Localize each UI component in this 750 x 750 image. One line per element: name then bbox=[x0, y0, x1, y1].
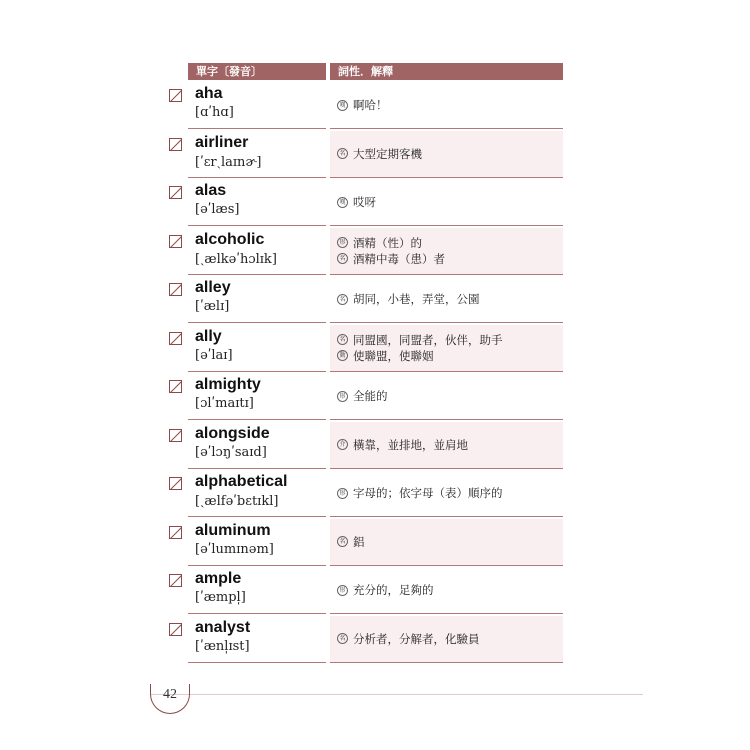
part-of-speech-badge: 形 bbox=[337, 237, 348, 248]
table-row bbox=[160, 567, 563, 616]
headword: alphabetical bbox=[195, 473, 288, 490]
entry-list bbox=[160, 82, 563, 664]
pronunciation: [ɑʹhɑ] bbox=[195, 105, 234, 120]
headword: alley bbox=[195, 279, 231, 296]
table-header bbox=[188, 63, 563, 80]
checkbox-icon[interactable] bbox=[169, 429, 182, 442]
part-of-speech-badge: 名 bbox=[337, 536, 348, 547]
definition-cell bbox=[330, 325, 563, 372]
part-of-speech-badge: 嘆 bbox=[337, 100, 348, 111]
table-row bbox=[160, 325, 563, 374]
definition-cell bbox=[330, 276, 563, 323]
part-of-speech-badge: 名 bbox=[337, 148, 348, 159]
pronunciation: [ɔlʹmaɪtɪ] bbox=[195, 396, 254, 411]
checkbox-icon[interactable] bbox=[169, 623, 182, 636]
word-cell bbox=[188, 325, 326, 372]
definition-text: 字母的；依字母（表）順序的 bbox=[353, 486, 503, 500]
part-of-speech-badge: 形 bbox=[337, 391, 348, 402]
checkbox-icon[interactable] bbox=[169, 477, 182, 490]
part-of-speech-badge: 名 bbox=[337, 633, 348, 644]
headword: aha bbox=[195, 85, 223, 102]
pronunciation: [əʹlæs] bbox=[195, 202, 240, 217]
checkbox-icon[interactable] bbox=[169, 283, 182, 296]
part-of-speech-badge: 動 bbox=[337, 350, 348, 361]
definition-text: 大型定期客機 bbox=[353, 146, 422, 161]
word-cell bbox=[188, 131, 326, 178]
part-of-speech-badge: 形 bbox=[337, 585, 348, 596]
definition-cell bbox=[330, 179, 563, 226]
definition-cell bbox=[330, 470, 563, 517]
word-cell bbox=[188, 82, 326, 129]
definition-line bbox=[337, 291, 563, 307]
definition-text: 酒精中毒（患）者 bbox=[353, 251, 445, 266]
part-of-speech-badge: 嘆 bbox=[337, 197, 348, 208]
table-row bbox=[160, 131, 563, 180]
checkbox-icon[interactable] bbox=[169, 186, 182, 199]
definition-line bbox=[337, 582, 563, 598]
pronunciation: [əʹlumɪnəm] bbox=[195, 541, 274, 557]
pronunciation: [əʹlaɪ] bbox=[195, 347, 233, 363]
headword: alas bbox=[195, 182, 227, 199]
definition-line bbox=[337, 631, 563, 647]
table-row bbox=[160, 276, 563, 325]
definition-text: 全能的 bbox=[353, 389, 388, 403]
footer-divider bbox=[150, 694, 643, 695]
pronunciation: [ʹænl̩ɪst] bbox=[195, 638, 250, 654]
word-cell bbox=[188, 373, 326, 420]
table-row bbox=[160, 519, 563, 568]
headword: almighty bbox=[195, 376, 261, 393]
word-cell bbox=[188, 179, 326, 226]
table-row bbox=[160, 373, 563, 422]
headword: alcoholic bbox=[195, 230, 265, 248]
table-row bbox=[160, 179, 563, 228]
definition-cell bbox=[330, 228, 563, 275]
definition-line bbox=[337, 235, 563, 251]
page-number-badge bbox=[150, 684, 190, 716]
pronunciation: [ˏælkəʹhɔlɪk] bbox=[195, 251, 277, 267]
definition-cell bbox=[330, 616, 563, 663]
definition-line bbox=[337, 534, 563, 550]
table-row bbox=[160, 82, 563, 131]
definition-line bbox=[337, 348, 563, 364]
checkbox-icon[interactable] bbox=[169, 138, 182, 151]
table-row bbox=[160, 616, 563, 665]
part-of-speech-badge: 名 bbox=[337, 294, 348, 305]
definition-line bbox=[337, 251, 563, 267]
pronunciation: [ʹælɪ] bbox=[195, 299, 230, 314]
definition-text: 充分的，足夠的 bbox=[353, 583, 434, 597]
checkbox-icon[interactable] bbox=[169, 89, 182, 102]
word-cell bbox=[188, 519, 326, 566]
definition-text: 胡同，小巷，弄堂，公園 bbox=[353, 292, 480, 306]
word-cell bbox=[188, 422, 326, 469]
word-cell bbox=[188, 616, 326, 663]
checkbox-icon[interactable] bbox=[169, 332, 182, 345]
word-cell bbox=[188, 567, 326, 614]
definition-line bbox=[337, 97, 563, 113]
definition-text: 鋁 bbox=[353, 534, 365, 549]
pronunciation: [ʹɛrˏlaɪnɚ] bbox=[195, 154, 262, 170]
checkbox-icon[interactable] bbox=[169, 526, 182, 539]
headword: analyst bbox=[195, 618, 251, 636]
definition-text: 同盟國，同盟者，伙伴，助手 bbox=[353, 332, 503, 347]
definition-cell bbox=[330, 131, 563, 178]
part-of-speech-badge: 介 bbox=[337, 439, 348, 450]
definition-cell bbox=[330, 82, 563, 129]
definition-line bbox=[337, 194, 563, 210]
word-cell bbox=[188, 228, 326, 275]
checkbox-icon[interactable] bbox=[169, 380, 182, 393]
definition-cell bbox=[330, 422, 563, 469]
definition-line bbox=[337, 332, 563, 348]
headword: ample bbox=[195, 570, 242, 587]
part-of-speech-badge: 形 bbox=[337, 488, 348, 499]
definition-cell bbox=[330, 567, 563, 614]
table-row bbox=[160, 422, 563, 471]
pronunciation: [ʹæmpl̩] bbox=[195, 590, 246, 605]
definition-text: 橫靠，並排地，並肩地 bbox=[353, 437, 468, 452]
definition-line bbox=[337, 437, 563, 453]
word-cell bbox=[188, 276, 326, 323]
definition-line bbox=[337, 146, 563, 162]
headword: alongside bbox=[195, 424, 270, 442]
definition-text: 啊哈！ bbox=[353, 98, 388, 112]
page-number: 42 bbox=[163, 687, 177, 702]
table-row bbox=[160, 470, 563, 519]
part-of-speech-badge: 名 bbox=[337, 334, 348, 345]
pronunciation: [əʹlɔŋʹsaɪd] bbox=[195, 444, 267, 460]
definition-cell bbox=[330, 519, 563, 566]
word-cell bbox=[188, 470, 326, 517]
definition-line bbox=[337, 388, 563, 404]
definition-text: 哎呀 bbox=[353, 195, 376, 209]
definition-text: 酒精（性）的 bbox=[353, 235, 422, 250]
definition-cell bbox=[330, 373, 563, 420]
headword: airliner bbox=[195, 133, 249, 151]
definition-line bbox=[337, 485, 563, 501]
header-definition-column: 詞性．解釋 bbox=[330, 63, 563, 80]
part-of-speech-badge: 名 bbox=[337, 253, 348, 264]
definition-text: 分析者，分解者，化驗員 bbox=[353, 631, 480, 646]
checkbox-icon[interactable] bbox=[169, 235, 182, 248]
headword: aluminum bbox=[195, 521, 271, 539]
pronunciation: [ˏælfəʹbɛtɪkl] bbox=[195, 494, 279, 509]
headword: ally bbox=[195, 327, 222, 345]
definition-text: 使聯盟，使聯姻 bbox=[353, 348, 434, 363]
table-row bbox=[160, 228, 563, 277]
header-word-column: 單字〔發音〕 bbox=[188, 63, 326, 80]
checkbox-icon[interactable] bbox=[169, 574, 182, 587]
